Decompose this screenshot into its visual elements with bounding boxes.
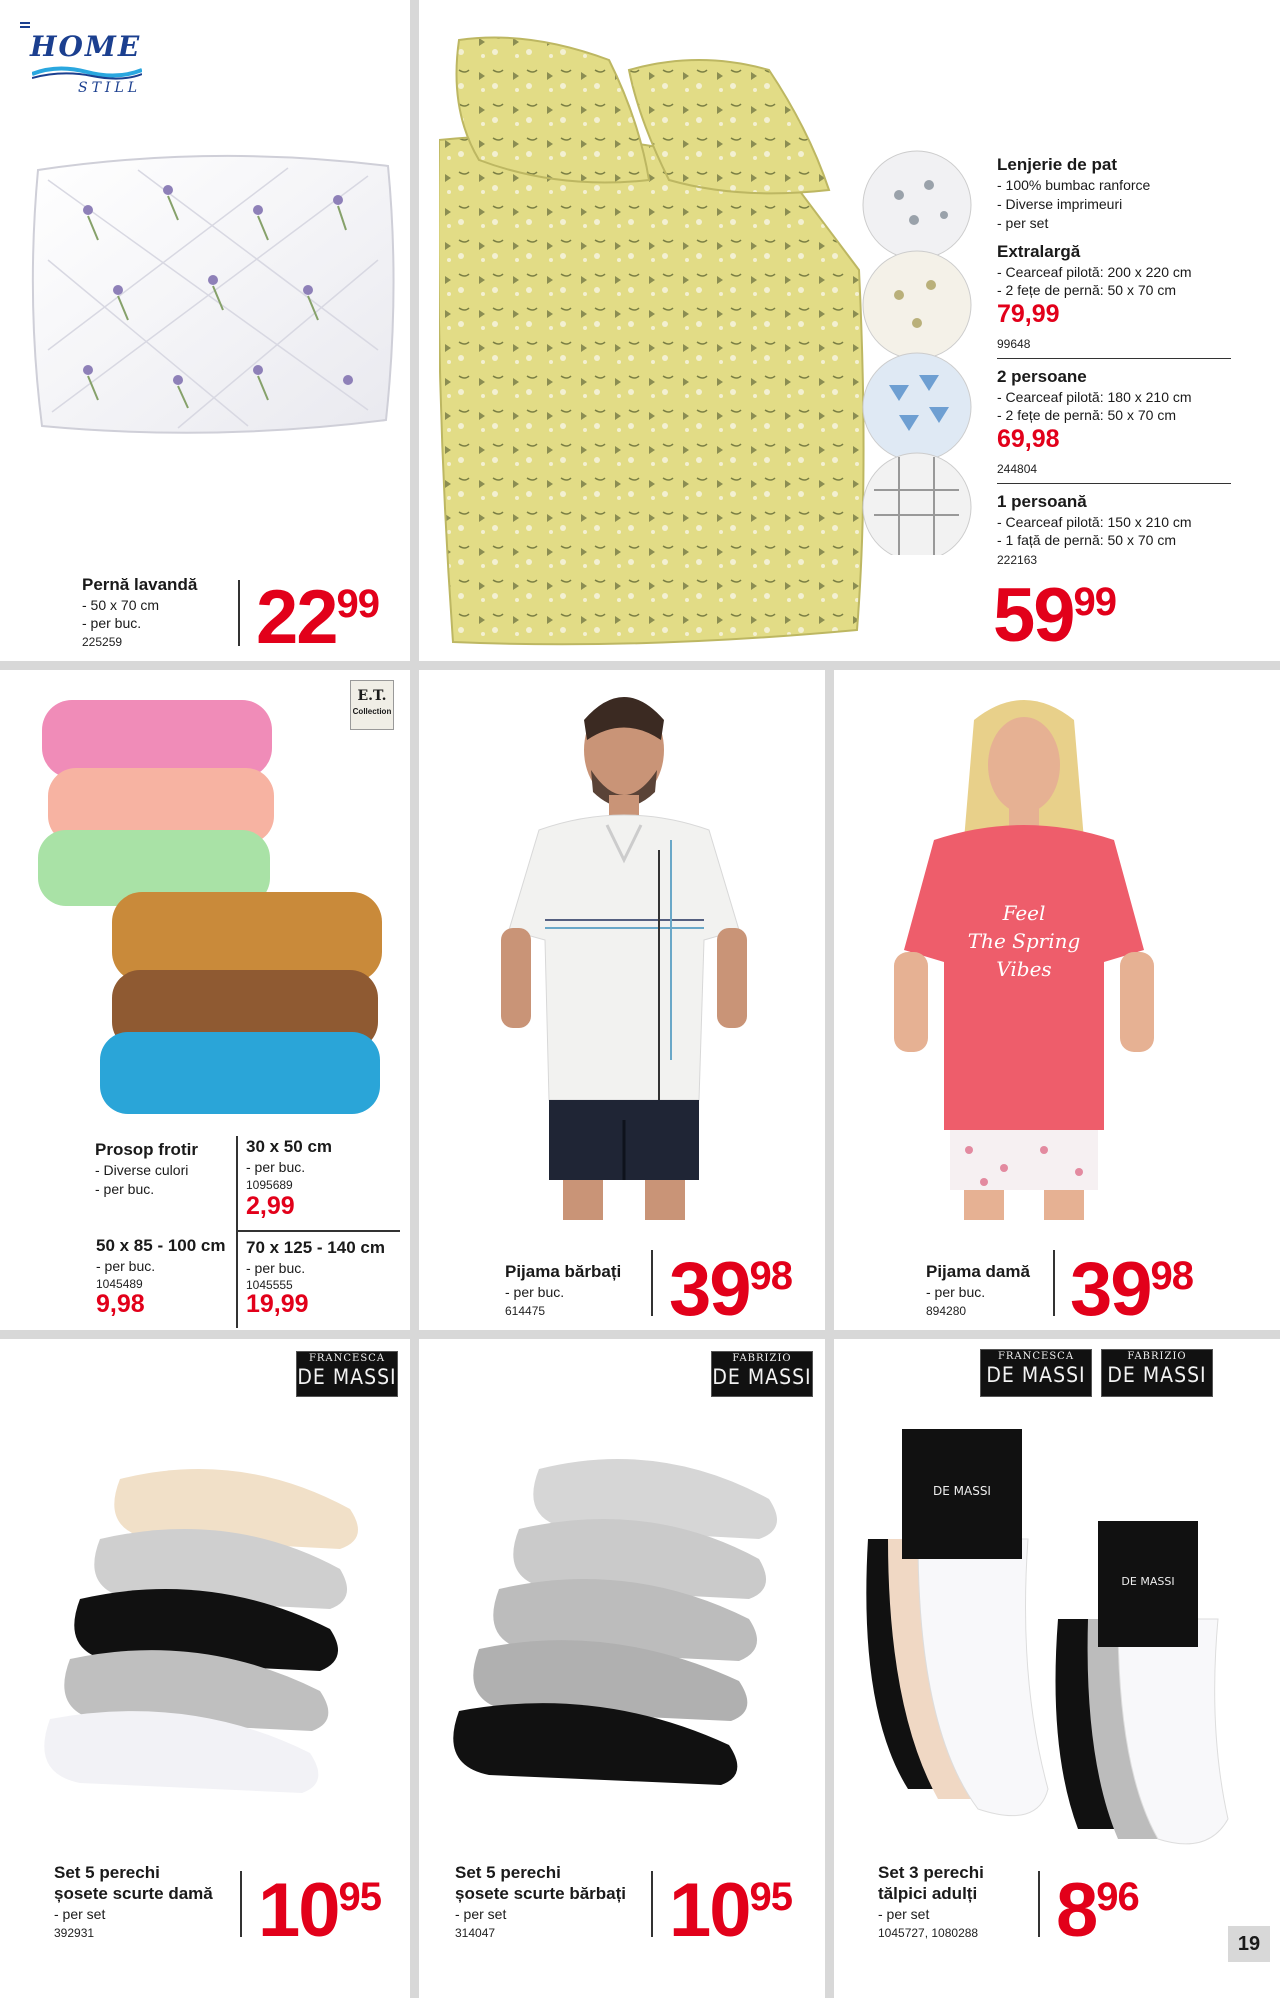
pillow-size: - 50 x 70 cm [82, 597, 160, 613]
women-socks-image [40, 1439, 390, 1819]
women-pajama-code: 894280 [926, 1304, 967, 1318]
size-divider [236, 1136, 238, 1328]
women-socks-title-1: Set 5 perechi [54, 1863, 160, 1882]
pillow-code: 225259 [82, 635, 123, 649]
bedding-variants-image [859, 145, 979, 555]
page-number: 19 [1228, 1926, 1270, 1962]
towel-small-code: 1095689 [246, 1178, 293, 1192]
insoles-code: 1045727, 1080288 [878, 1926, 979, 1940]
price-integer: 22 [256, 575, 337, 660]
men-socks-code: 314047 [455, 1926, 496, 1940]
brand-line2: DE MASSI [1107, 1363, 1207, 1387]
towel-medium-size: 50 x 85 - 100 cm [96, 1236, 226, 1255]
towel-medium-price: 9,98 [96, 1290, 145, 1318]
price-decimals: 98 [1150, 1254, 1194, 1298]
bedding-title: Lenjerie de pat [997, 155, 1117, 174]
price-divider [238, 580, 240, 646]
shirt-text-line2: The Spring [967, 929, 1081, 953]
size-separator [236, 1230, 400, 1232]
brand-line1: FABRIZIO [1127, 1351, 1187, 1362]
women-socks-title-2: șosete scurte damă [54, 1884, 213, 1903]
logo-word-home: HOME [30, 30, 142, 63]
variant-single-code: 222163 [997, 553, 1038, 567]
women-pajama-title: Pijama damă [926, 1262, 1030, 1281]
variant-double-price: 69,98 [997, 425, 1060, 453]
price-decimals: 95 [749, 1875, 793, 1919]
towel-large-price: 19,99 [246, 1290, 309, 1318]
towel-stack-image [30, 680, 400, 1130]
insoles-title-2: tălpici adulți [878, 1884, 978, 1903]
men-socks-panel [419, 1339, 825, 1998]
women-pajama-unit: - per buc. [926, 1284, 986, 1300]
brand-line2: DE MASSI [712, 1365, 812, 1389]
women-pajama-image [874, 690, 1174, 1220]
towel-large-code: 1045555 [246, 1278, 293, 1292]
price-decimals: 96 [1096, 1875, 1139, 1919]
towel-small-unit: - per buc. [246, 1159, 306, 1175]
home-still-logo [30, 30, 142, 96]
variant-separator [997, 358, 1231, 359]
badge-text: E.T. [357, 688, 387, 704]
towel-unit: - per buc. [95, 1181, 155, 1197]
variant-extralarge-code: 99648 [997, 337, 1031, 351]
men-socks-price [669, 1868, 793, 1953]
insoles-price [1056, 1868, 1139, 1953]
bedding-price [993, 573, 1117, 658]
francesca-de-massi-logo [296, 1351, 398, 1397]
towel-colors: - Diverse culori [95, 1162, 189, 1178]
price-integer: 10 [258, 1868, 339, 1953]
pillow-unit: - per buc. [82, 615, 142, 631]
variant-single-pillowcase: - 1 față de pernă: 50 x 70 cm [997, 532, 1176, 548]
insole-socks-image [848, 1409, 1268, 1849]
variant-extralarge-duvet: - Cearceaf pilotă: 200 x 220 cm [997, 264, 1192, 280]
variant-single-title: 1 persoană [997, 492, 1087, 511]
yellow-bedding-image [439, 30, 869, 650]
variant-extralarge-pillowcases: - 2 fețe de pernă: 50 x 70 cm [997, 282, 1176, 298]
towel-medium-code: 1045489 [96, 1277, 143, 1291]
men-pajama-panel [419, 670, 825, 1330]
brand-line1: FABRIZIO [732, 1353, 792, 1364]
price-decimals: 95 [338, 1875, 382, 1919]
price-divider [651, 1871, 653, 1937]
towel-large-size: 70 x 125 - 140 cm [246, 1238, 385, 1257]
women-socks-panel [0, 1339, 410, 1998]
price-integer: 39 [669, 1247, 750, 1330]
insole-socks-panel [834, 1339, 1280, 1998]
shirt-text-line3: Vibes [996, 957, 1052, 981]
price-divider [240, 1871, 242, 1937]
men-socks-title-1: Set 5 perechi [455, 1863, 561, 1882]
brand-line1: FRANCESCA [997, 1351, 1075, 1362]
shirt-text-line1: Feel [1002, 901, 1046, 925]
fabrizio-de-massi-logo [711, 1351, 813, 1397]
pillow-panel [0, 0, 410, 661]
logo-wave-icon [32, 64, 142, 80]
price-integer: 8 [1056, 1868, 1097, 1953]
bedding-material: - 100% bumbac ranforce [997, 177, 1151, 193]
towel-small-price: 2,99 [246, 1192, 295, 1220]
insoles-unit: - per set [878, 1906, 930, 1922]
variant-double-code: 244804 [997, 462, 1038, 476]
brand-line1: FRANCESCA [308, 1353, 386, 1364]
men-pajama-image [479, 680, 769, 1220]
towel-small-size: 30 x 50 cm [246, 1137, 333, 1156]
variant-double-duvet: - Cearceaf pilotă: 180 x 210 cm [997, 389, 1192, 405]
variant-single-duvet: - Cearceaf pilotă: 150 x 210 cm [997, 514, 1192, 530]
towel-panel [0, 670, 410, 1330]
price-divider [1038, 1871, 1040, 1937]
variant-double-pillowcases: - 2 fețe de pernă: 50 x 70 cm [997, 407, 1176, 423]
towel-large-unit: - per buc. [246, 1260, 306, 1276]
women-socks-unit: - per set [54, 1906, 106, 1922]
menu-mark [20, 22, 30, 28]
brand-line2: DE MASSI [986, 1363, 1086, 1387]
fabrizio-de-massi-logo [1101, 1349, 1213, 1397]
variant-extralarge-price: 79,99 [997, 300, 1060, 328]
price-decimals: 99 [336, 582, 380, 626]
men-socks-title-2: șosete scurte bărbați [455, 1884, 627, 1903]
men-socks-image [439, 1439, 809, 1829]
pillow-price [256, 575, 380, 660]
pillow-title: Pernă lavandă [82, 575, 198, 594]
price-decimals: 99 [1073, 580, 1117, 624]
men-socks-unit: - per set [455, 1906, 507, 1922]
towel-medium-unit: - per buc. [96, 1258, 156, 1274]
price-divider [1053, 1250, 1055, 1316]
brand-line2: DE MASSI [297, 1365, 397, 1389]
badge-subtext: Collection [352, 707, 392, 716]
lavender-pillow-image [28, 150, 398, 440]
women-socks-code: 392931 [54, 1926, 95, 1940]
bedding-unit: - per set [997, 215, 1049, 231]
price-integer: 59 [993, 573, 1074, 658]
women-pajama-panel [834, 670, 1280, 1330]
price-integer: 39 [1070, 1247, 1151, 1330]
towel-title: Prosop frotir [95, 1140, 198, 1159]
logo-word-still: STILL [78, 80, 142, 96]
price-integer: 10 [669, 1868, 750, 1953]
men-pajama-code: 614475 [505, 1304, 546, 1318]
men-pajama-unit: - per buc. [505, 1284, 565, 1300]
variant-extralarge-title: Extralargă [997, 242, 1081, 261]
package-brand-text: DE MASSI [933, 1484, 991, 1498]
price-divider [651, 1250, 653, 1316]
price-decimals: 98 [749, 1254, 793, 1298]
men-pajama-title: Pijama bărbați [505, 1262, 622, 1281]
women-pajama-price [1070, 1247, 1194, 1330]
bedding-panel [419, 0, 1280, 661]
men-pajama-price [669, 1247, 793, 1330]
bedding-prints: - Diverse imprimeuri [997, 196, 1123, 212]
women-socks-price [258, 1868, 382, 1953]
variant-double-title: 2 persoane [997, 367, 1087, 386]
variant-separator [997, 483, 1231, 484]
insoles-title-1: Set 3 perechi [878, 1863, 984, 1882]
package-brand-text: DE MASSI [1121, 1575, 1175, 1588]
francesca-de-massi-logo [980, 1349, 1092, 1397]
